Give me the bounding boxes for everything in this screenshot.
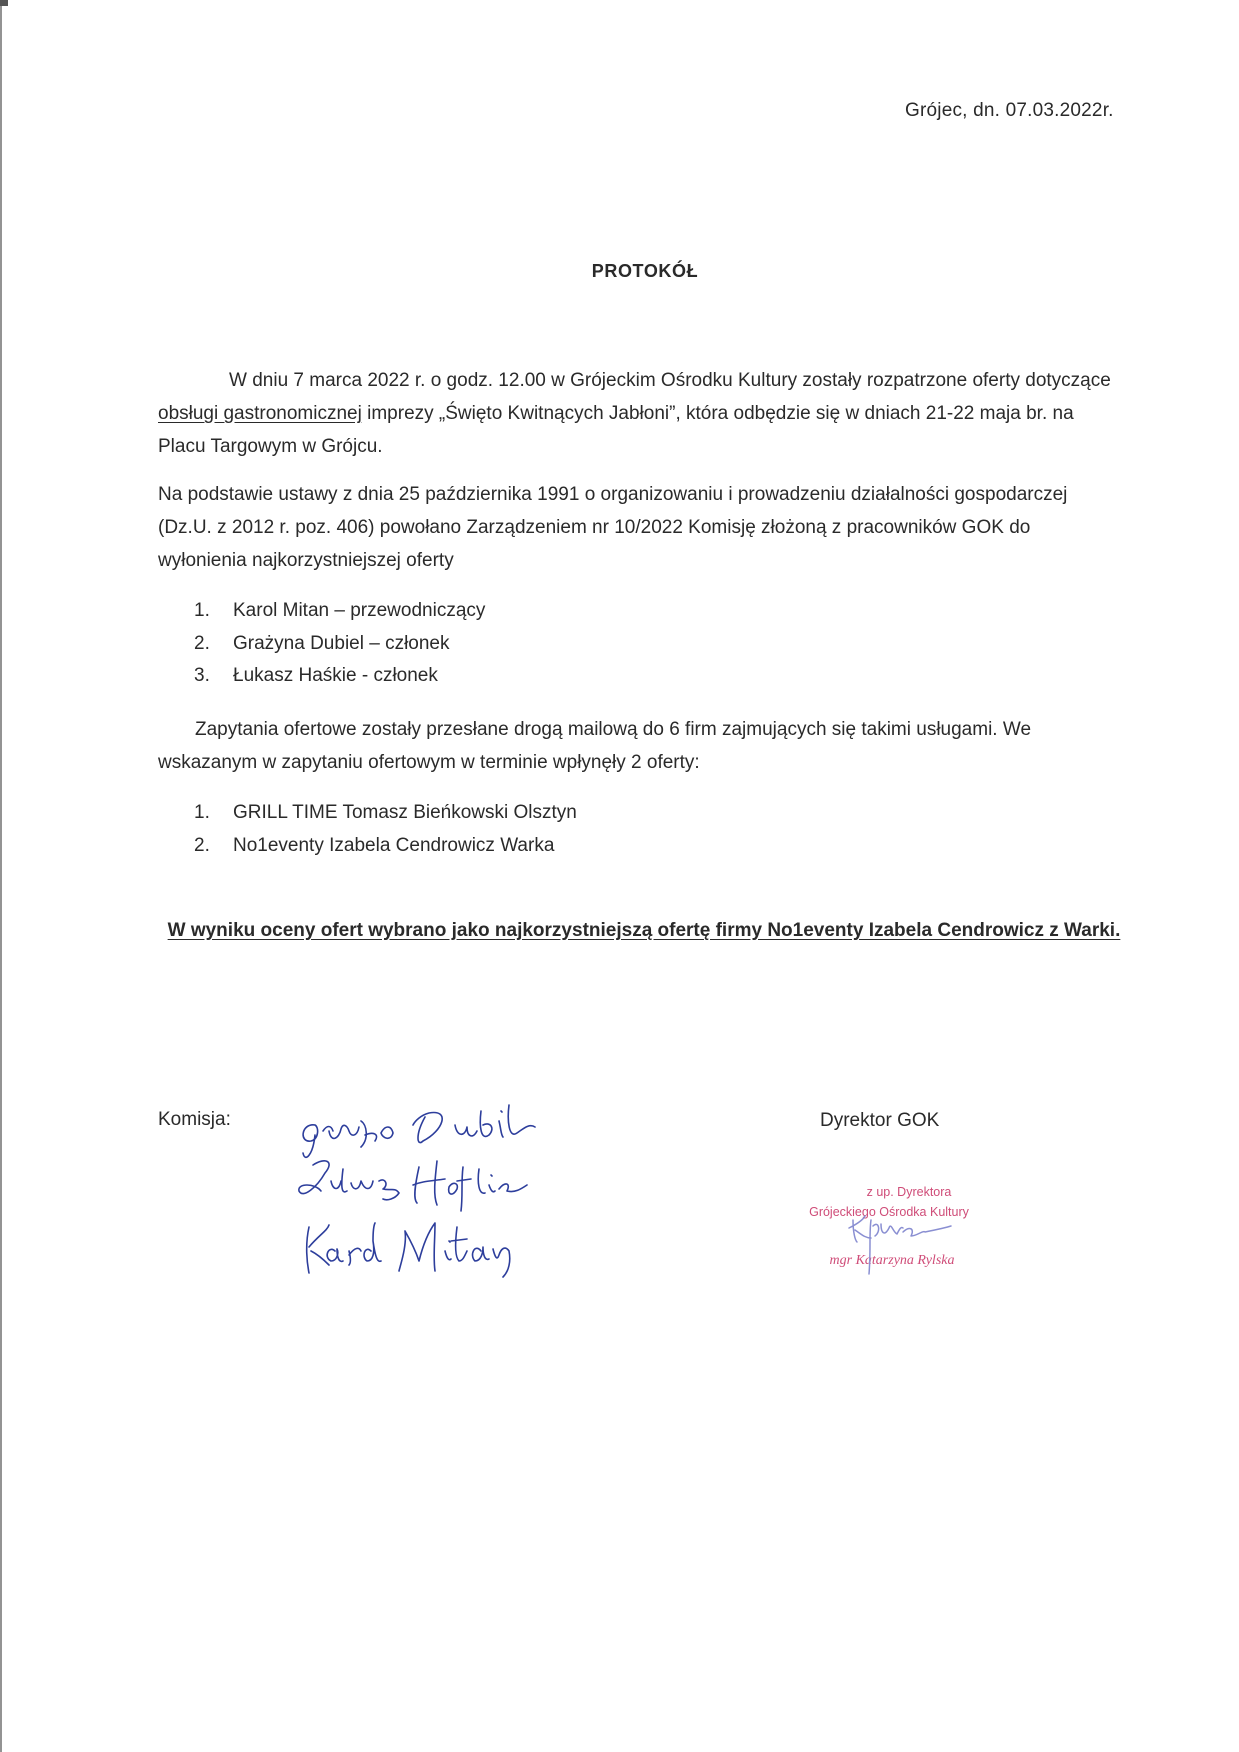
list-text: No1eventy Izabela Cendrowicz Warka bbox=[233, 834, 555, 856]
paragraph-intro bbox=[158, 364, 1118, 463]
result-statement: W wyniku oceny ofert wybrano jako najkorzystniejszą ofertę firmy No1eventy Izabela Cendrowicz z Warki. bbox=[167, 920, 1121, 941]
list-item bbox=[194, 595, 485, 628]
paragraph-inquiries: Zapytania ofertowe zostały przesłane drogą mailową do 6 firm zajmujących się takimi usługami. We wskazanym w zapytaniu ofertowym w terminie wpłynęły 2 oferty: bbox=[158, 719, 1032, 773]
scan-notch bbox=[0, 0, 8, 6]
list-text: GRILL TIME Tomasz Bieńkowski Olsztyn bbox=[233, 802, 577, 823]
list-item bbox=[194, 660, 485, 693]
list-item bbox=[194, 628, 485, 661]
stamp-line-2: Grójeckiego Ośrodka Kultury bbox=[809, 1205, 969, 1219]
list-text: Łukasz Haśkie - członek bbox=[233, 665, 438, 686]
stamp-line-1: z up. Dyrektora bbox=[866, 1185, 952, 1199]
list-number: 2. bbox=[194, 834, 210, 856]
paragraph-intro-before: W dniu 7 marca 2022 r. o godz. 12.00 w Grójeckim Ośrodku Kultury zostały rozpatrzone oferty dotyczące bbox=[229, 370, 1111, 391]
place-date: Grójec, dn. 07.03.2022r. bbox=[905, 100, 1114, 121]
director-label: Dyrektor GOK bbox=[820, 1110, 940, 1131]
commission-label: Komisja: bbox=[158, 1109, 231, 1130]
list-number: 1. bbox=[194, 600, 210, 621]
commission-signatures bbox=[295, 1095, 585, 1280]
offers-list bbox=[194, 797, 577, 862]
list-item bbox=[194, 797, 577, 830]
list-item bbox=[194, 830, 577, 863]
list-text: Karol Mitan – przewodniczący bbox=[233, 600, 486, 621]
stamp-line-3: mgr Katarzyna Rylska bbox=[829, 1253, 955, 1268]
list-number: 3. bbox=[194, 665, 210, 686]
document-title: PROTOKÓŁ bbox=[591, 261, 699, 281]
paragraph-intro-underlined: obsługi gastronomicznej bbox=[158, 403, 362, 424]
list-text: Grażyna Dubiel – członek bbox=[233, 632, 450, 654]
list-number: 1. bbox=[194, 802, 210, 823]
committee-list bbox=[194, 595, 485, 693]
paragraph-legal-basis: Na podstawie ustawy z dnia 25 października 1991 o organizowaniu i prowadzeniu działalności gospodarczej (Dz.U. z 2012 r. poz. 406) powołano Zarządzeniem nr 10/2022 Komisję złożoną z pracowników GOK do wyłonienia najkorzystniejszej oferty bbox=[158, 484, 1068, 571]
list-number: 2. bbox=[194, 632, 210, 654]
paragraph-intro-after: imprezy „Święto Kwitnących Jabłoni”, która odbędzie się w dniach 21-22 maja br. na Placu Targowym w Grójcu. bbox=[158, 403, 1074, 457]
director-stamp bbox=[775, 1180, 1005, 1280]
